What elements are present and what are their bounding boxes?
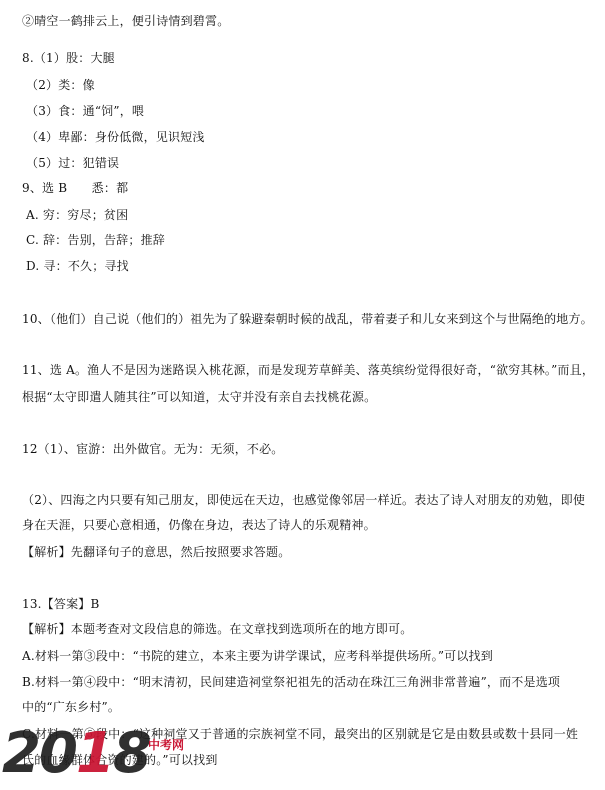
text-line-16: 身在天涯，只要心意相通，仍像在身边，表达了诗人的乐观精神。 [22,518,376,532]
text-line-4: （3）食：通“饲”，喂 [26,104,145,118]
text-line-2: 8.（1）股：大腿 [22,51,115,65]
text-line-5: （4）卑鄙：身份低微，见识短浅 [26,130,205,144]
text-line-1: ②晴空一鹤排云上，便引诗情到碧霄。 [22,14,230,28]
text-line-15: （2）、四海之内只要有知己朋友，即使远在天边，也感觉像邻居一样近。表达了诗人对朋友的劝勉，即使 [22,493,586,507]
text-line-17: 【解析】先翻译句子的意思，然后按照要求答题。 [22,545,291,559]
text-line-18: 13.【答案】B [22,597,100,611]
text-line-22: 中的“广东乡村”。 [22,700,121,714]
text-line-13: 根据“太守即遣人随其往”可以知道，太守并没有亲自去找桃花源。 [22,390,377,404]
text-line-8: A. 穷：穷尽；贫困 [26,208,129,222]
text-line-7: 9、选 B 悉：都 [22,181,129,195]
text-line-14: 12（1）、宦游：出外做官。无为：无须，不必。 [22,442,284,456]
text-line-24: 氏的血缘群体合资的建的。”可以找到 [22,753,218,767]
text-line-10: D. 寻：不久；寻找 [26,259,129,273]
text-line-6: （5）过：犯错误 [26,156,120,170]
text-line-3: （2）类：像 [26,78,95,92]
watermark-site-name: 中考网 [148,738,185,752]
text-line-23: C.材料一第⑤段中：“这种祠堂又于普通的宗族祠堂不同，最突出的区别就是它是由数县或数十县同一姓 [22,727,579,741]
text-line-12: 11、选 A。渔人不是因为迷路误入桃花源，而是发现芳草鲜美、落英缤纷觉得很好奇，“欲穷其林。”而且， [22,363,595,377]
text-line-19: 【解析】本题考查对文段信息的筛选。在文章找到选项所在的地方即可。 [22,622,413,636]
watermark-year: 2018 [2,721,150,786]
text-line-11: 10、（他们）自己说（他们的）祖先为了躲避秦朝时候的战乱，带着妻子和儿女来到这个与世隔绝的地方。 [22,312,593,326]
text-line-20: A.材料一第③段中：“书院的建立，本来主要为讲学课试，应考科举提供场所。”可以找到 [22,649,493,663]
text-line-21: B.材料一第④段中：“明末清初，民间建造祠堂祭祀祖先的活动在珠江三角洲非常普遍”，而不是选项 [22,675,561,689]
text-line-9: C. 辞：告别，告辞；推辞 [26,233,165,247]
